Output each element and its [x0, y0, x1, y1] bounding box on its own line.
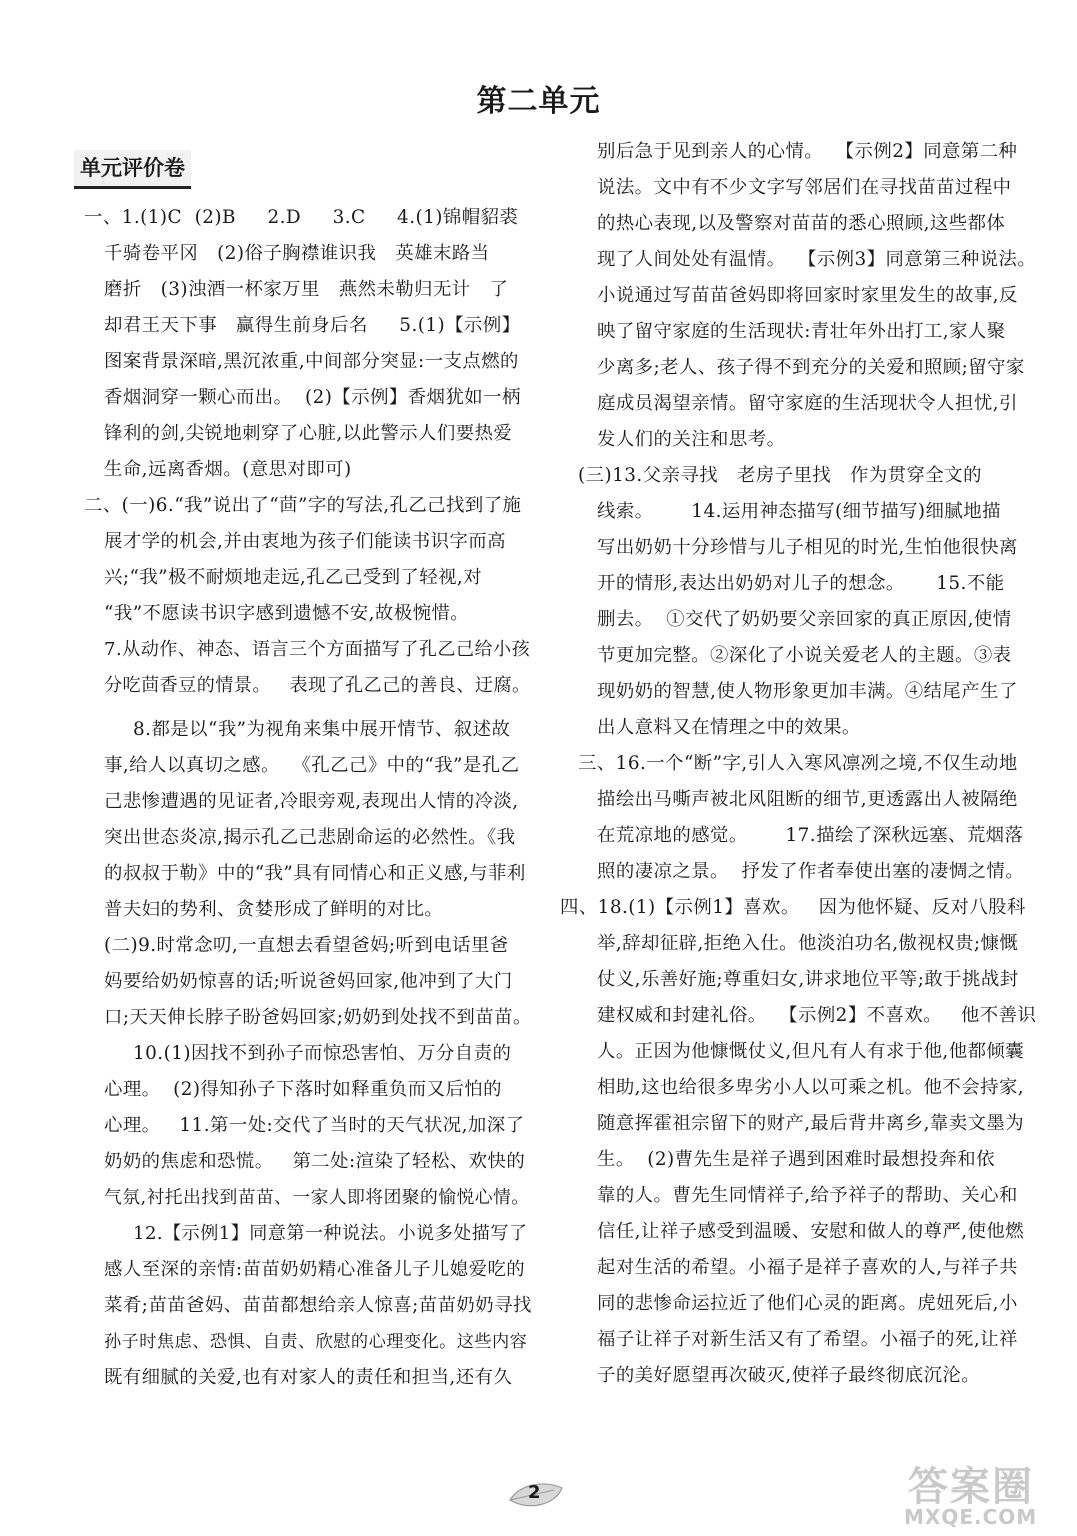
text-line: 图案背景深暗,黑沉浓重,中间部分突显:一支点燃的 — [104, 351, 519, 372]
text-line: 的热心表现,以及警察对苗苗的悉心照顾,这些都体 — [597, 213, 1006, 234]
text-line: 展才学的机会,并由衷地为孩子们能读书识字而高 — [104, 531, 506, 552]
text-line: 开的情形,表达出奶奶对儿子的想念。 15.不能 — [597, 573, 1005, 594]
text-line: 仗义,乐善好施;尊重妇女,讲求地位平等;敢于挑战封 — [597, 969, 1019, 990]
text-line: 庭成员渴望亲情。留守家庭的生活现状令人担忧,引 — [597, 393, 1018, 414]
text-line: 说法。文中有不少文字写邻居们在寻找苗苗过程中 — [597, 177, 1012, 198]
text-line: 磨折 (3)浊酒一杯家万里 燕然未勒归无计 了 — [104, 279, 509, 300]
text-line: 映了留守家庭的生活现状:青壮年外出打工,家人聚 — [597, 321, 1006, 342]
text-line: 少离多;老人、孩子得不到充分的关爱和照顾;留守家 — [597, 357, 1025, 378]
text-line: 既有细腻的关爱,也有对家人的责任和担当,还有久 — [104, 1367, 513, 1388]
text-line: 妈要给奶奶惊喜的话;听说爸妈回家,他冲到了大门 — [104, 971, 513, 992]
text-line: 二、(一)6.“我”说出了“茴”字的写法,孔乙己找到了施 — [84, 495, 522, 516]
text-line: 出人意料又在情理之中的效果。 — [597, 717, 861, 738]
text-line: 写出奶奶十分珍惜与儿子相见的时光,生怕他很快离 — [597, 537, 1018, 558]
text-line: 感人至深的亲情:苗苗奶奶精心准备儿子儿媳爱吃的 — [104, 1259, 526, 1280]
text-line: (三)13.父亲寻找 老房子里找 作为贯穿全文的 — [578, 465, 982, 486]
text-line: 四、18.(1)【示例1】喜欢。 因为他怀疑、反对八股科 — [560, 897, 1026, 918]
text-line: 三、16.一个“断”字,引人入寒风凛冽之境,不仅生动地 — [578, 753, 1018, 774]
text-line: 起对生活的希望。小福子是祥子喜欢的人,与祥子共 — [597, 1257, 1018, 1278]
text-line: 孙子时焦虑、恐惧、自责、欣慰的心理变化。这些内容 — [104, 1332, 528, 1352]
text-line: 在荒凉地的感觉。 17.描绘了深秋远塞、荒烟落 — [597, 825, 1024, 846]
text-line: 现奶奶的智慧,使人物形象更加丰满。④结尾产生了 — [597, 681, 1018, 702]
text-line: 子的美好愿望再次破灭,使祥子最终彻底沉沦。 — [597, 1365, 981, 1386]
text-line: 7.从动作、神态、语言三个方面描写了孔乙己给小孩 — [104, 639, 531, 660]
right-column — [538, 0, 1077, 1536]
text-line: 普夫妇的势利、贪婪形成了鲜明的对比。 — [104, 899, 444, 920]
watermark-url: MXQE.COM — [904, 1505, 1038, 1529]
watermark-logo: 答案圈 — [908, 1464, 1034, 1510]
text-line: 菜肴;苗苗爸妈、苗苗都想给亲人惊喜;苗苗奶奶寻找 — [104, 1295, 532, 1316]
text-line: 照的凄凉之景。 抒发了作者奉使出塞的凄惆之情。 — [597, 861, 1025, 882]
text-line: 相助,这也给很多卑劣小人以可乘之机。他不会持家, — [597, 1077, 1025, 1098]
unit-title: 第二单元 — [476, 84, 601, 119]
text-line: 节更加完整。②深化了小说关爱老人的主题。③表 — [597, 645, 1012, 666]
text-line: “我”不愿读书识字感到遗憾不安,故极惋惜。 — [104, 603, 470, 624]
text-line: 心理。 (2)得知孙子下落时如释重负而又后怕的 — [104, 1079, 502, 1100]
text-line: 突出世态炎凉,揭示孔乙己悲剧命运的必然性。《我 — [104, 827, 516, 848]
text-line: 8.都是以“我”为视角来集中展开情节、叙述故 — [133, 719, 511, 740]
section-title: 单元评价卷 — [74, 150, 191, 189]
left-column — [0, 0, 538, 1536]
text-line: 发人们的关注和思考。 — [597, 429, 786, 450]
text-line: 千骑卷平冈 (2)俗子胸襟谁识我 英雄末路当 — [104, 243, 490, 264]
text-line: 奶奶的焦虑和恐慌。 第二处:渲染了轻松、欢快的 — [104, 1151, 526, 1172]
text-line: 香烟洞穿一颗心而出。 (2)【示例】香烟犹如一柄 — [104, 387, 521, 408]
text-line: 靠的人。曹先生同情祥子,给予祥子的帮助、关心和 — [597, 1185, 1018, 1206]
text-line: 10.(1)因找不到孙子而惊恐害怕、万分自责的 — [133, 1043, 512, 1064]
text-line: 生命,远离香烟。(意思对即可) — [104, 459, 352, 480]
text-line: 事,给人以真切之感。 《孔乙己》中的“我”是孔乙 — [104, 755, 520, 776]
text-line: 口;天天伸长脖子盼爸妈回家;奶奶到处找不到苗苗。 — [104, 1007, 532, 1028]
text-line: 12.【示例1】同意第一种说法。小说多处描写了 — [133, 1223, 528, 1244]
text-line: 却君王天下事 赢得生前身后名 5.(1)【示例】 — [104, 315, 521, 336]
watermark — [892, 1455, 1072, 1533]
text-line: 信任,让祥子感受到温暖、安慰和做人的尊严,使他燃 — [597, 1221, 1025, 1242]
text-line: 福子让祥子对新生活又有了希望。小福子的死,让祥 — [597, 1329, 1018, 1350]
text-line: 生。 (2)曹先生是祥子遇到困难时最想投奔和依 — [597, 1149, 995, 1170]
text-line: 气氛,衬托出找到苗苗、一家人即将团聚的愉悦心情。 — [104, 1187, 530, 1208]
text-line: 小说通过写苗苗爸妈即将回家时家里发生的故事,反 — [597, 285, 1018, 306]
text-line: 一、1.(1)C (2)B 2.D 3.C 4.(1)锦帽貂裘 — [84, 207, 519, 228]
text-line: 举,辞却征辟,拒绝入仕。他淡泊功名,傲视权贵;慷慨 — [597, 933, 1019, 954]
text-line: 己悲惨遭遇的见证者,冷眼旁观,表现出人情的冷淡, — [104, 791, 519, 812]
text-line: 分吃茴香豆的情景。 表现了孔乙己的善良、迂腐。 — [104, 675, 531, 696]
text-line: 的叔叔于勒》中的“我”具有同情心和正义感,与菲利 — [104, 863, 526, 884]
text-line: 人。正因为他慷慨仗义,但凡有人有求于他,他都倾囊 — [597, 1041, 1025, 1062]
text-line: (二)9.时常念叨,一直想去看望爸妈;听到电话里爸 — [104, 935, 509, 956]
text-line: 随意挥霍祖宗留下的财产,最后背井离乡,靠卖文墨为 — [597, 1113, 1025, 1134]
text-line: 描绘出马嘶声被北风阻断的细节,更透露出人被隔绝 — [597, 789, 1018, 810]
page-number-badge — [506, 1478, 566, 1512]
text-line: 现了人间处处有温情。 【示例3】同意第三种说法。 — [597, 249, 1037, 270]
text-line: 线索。 14.运用神态描写(细节描写)细腻地描 — [597, 501, 1001, 522]
text-line: 锋利的剑,尖锐地刺穿了心脏,以此警示人们要热爱 — [104, 423, 513, 444]
text-line: 别后急于见到亲人的心情。 【示例2】同意第二种 — [597, 141, 1018, 162]
text-line: 删去。 ①交代了奶奶要父亲回家的真正原因,使情 — [597, 609, 1012, 630]
text-line: 建权威和封建礼俗。 【示例2】不喜欢。 他不善识 — [597, 1005, 1037, 1026]
page-number: 2 — [528, 1482, 541, 1503]
text-line: 心理。 11.第一处:交代了当时的天气状况,加深了 — [104, 1115, 525, 1136]
text-line: 兴;“我”极不耐烦地走远,孔乙己受到了轻视,对 — [104, 567, 483, 588]
text-line: 同的悲惨命运拉近了他们心灵的距离。虎妞死后,小 — [597, 1293, 1018, 1314]
